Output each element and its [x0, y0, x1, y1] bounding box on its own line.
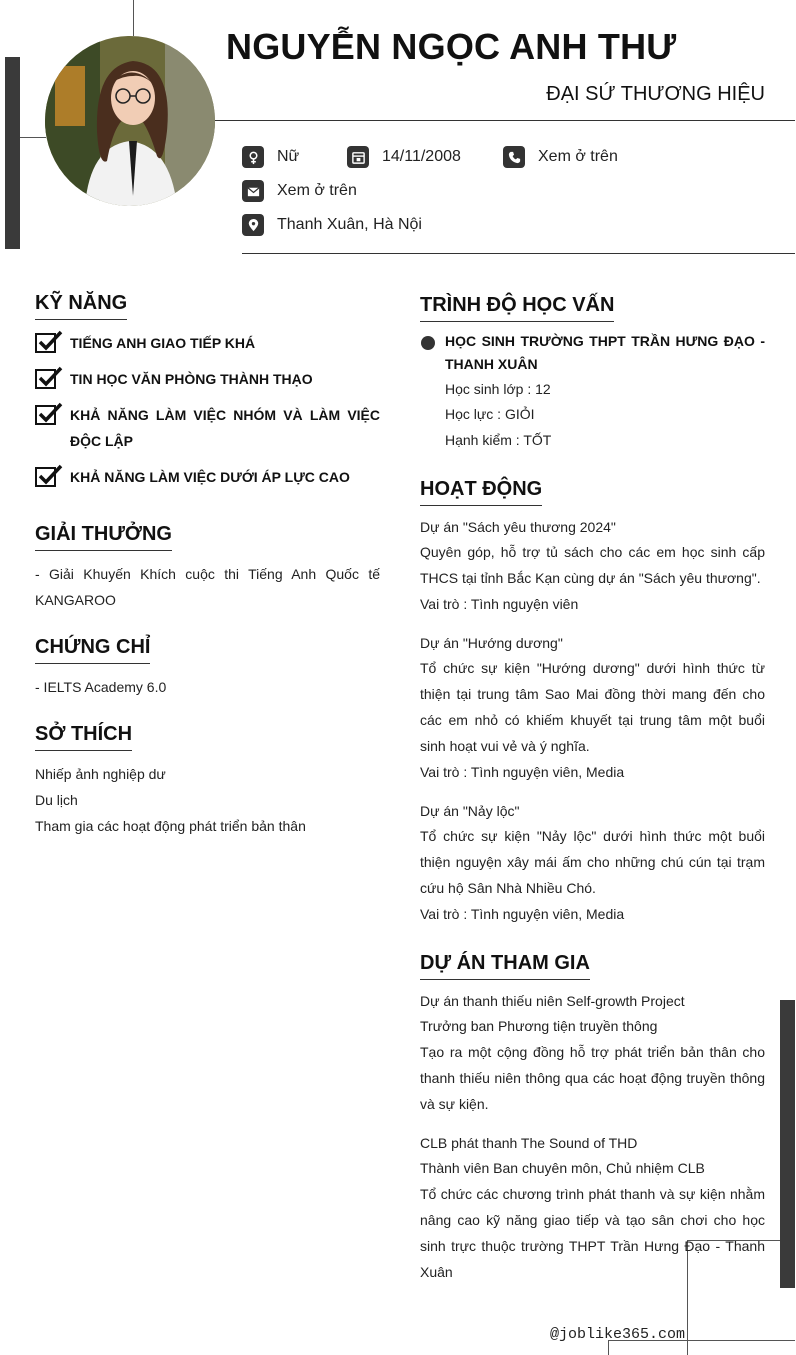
location-icon [242, 214, 264, 236]
skill-text: KHẢ NĂNG LÀM VIỆC DƯỚI ÁP LỰC CAO [70, 469, 350, 485]
project-desc: Tạo ra một cộng đồng hỗ trợ phát triển bản thân cho thanh thiếu niên thông qua các hoạt động truyền thông và sự kiện. [420, 1044, 765, 1112]
email-row [242, 180, 357, 202]
header-divider [215, 120, 795, 121]
education-detail: Học sinh lớp : 12 [445, 381, 551, 397]
checkbox-icon [35, 330, 63, 354]
project-role: Thành viên Ban chuyên môn, Chủ nhiệm CLB [420, 1160, 705, 1176]
dob-row [347, 146, 461, 168]
activity-name: Dự án "Sách yêu thương 2024" [420, 519, 616, 535]
hobby-item: Tham gia các hoạt động phát triển bản thân [35, 818, 306, 834]
skill-item [35, 464, 380, 490]
job-title: ĐẠI SỨ THƯƠNG HIỆU [546, 83, 765, 105]
right-accent-bar [780, 1000, 795, 1288]
activity-name: Dự án "Nảy lộc" [420, 803, 520, 819]
skill-item [35, 402, 380, 454]
gender-value: Nữ [277, 148, 300, 165]
activity-role: Vai trò : Tình nguyện viên, Media [420, 906, 625, 922]
email-value: Xem ở trên [277, 182, 357, 199]
address-value: Thanh Xuân, Hà Nội [277, 216, 422, 233]
project-name: CLB phát thanh The Sound of THD [420, 1135, 638, 1151]
dob-value: 14/11/2008 [382, 148, 461, 165]
hobby-item: Nhiếp ảnh nghiệp dư [35, 766, 166, 782]
awards-text: - Giải Khuyến Khích cuộc thi Tiếng Anh Quốc tế KANGAROO [35, 566, 380, 608]
skill-item [35, 366, 380, 392]
email-icon [242, 180, 264, 202]
photo-divider-left [20, 137, 46, 138]
activity-role: Vai trò : Tình nguyện viên, Media [420, 764, 625, 780]
left-accent-bar [5, 57, 20, 249]
top-divider-vertical [133, 0, 134, 36]
certificates-title: CHỨNG CHỈ [35, 636, 150, 664]
certificates-text: - IELTS Academy 6.0 [35, 679, 167, 695]
projects-title: DỰ ÁN THAM GIA [420, 952, 590, 980]
gender-row [242, 146, 299, 168]
education-detail: Hạnh kiểm : TỐT [445, 432, 552, 448]
activities-title: HOẠT ĐỘNG [420, 478, 542, 506]
project-name: Dự án thanh thiếu niên Self-growth Project [420, 993, 685, 1009]
contact-divider [242, 253, 795, 254]
phone-value: Xem ở trên [538, 148, 618, 165]
gender-icon [242, 146, 264, 168]
school-name: HỌC SINH TRƯỜNG THPT TRẦN HƯNG ĐẠO - THANH XUÂN [445, 333, 765, 372]
skills-title: KỸ NĂNG [35, 292, 127, 320]
address-row [242, 214, 422, 236]
calendar-icon [347, 146, 369, 168]
activity-name: Dự án "Hướng dương" [420, 635, 563, 651]
bullet-icon [421, 336, 435, 350]
hobby-item: Du lịch [35, 792, 78, 808]
activity-desc: Tổ chức sự kiện "Nảy lộc" dưới hình thức một buổi thiện nguyện xây mái ấm cho những chú cún tại trạm cứu hộ Sân Nhà Nhiều Chó. [420, 828, 765, 896]
skill-item [35, 330, 380, 356]
hobbies-title: SỞ THÍCH [35, 723, 132, 751]
education-title: TRÌNH ĐỘ HỌC VẤN [420, 294, 614, 322]
activity-desc: Tổ chức sự kiện "Hướng dương" dưới hình thức từ thiện tại trung tâm Sao Mai đồng thời mang đến cho các em nhỏ có khiếm khuyết tại trung tâm một buổi sinh hoạt vui vẻ và ý nghĩa. [420, 660, 765, 754]
project-role: Trưởng ban Phương tiện truyền thông [420, 1018, 658, 1034]
phone-row [503, 146, 618, 168]
checkbox-icon [35, 402, 63, 426]
checkbox-icon [35, 464, 63, 488]
education-detail: Học lực : GIỎI [445, 406, 535, 422]
activity-desc: Quyên góp, hỗ trợ tủ sách cho các em học sinh cấp THCS tại tỉnh Bắc Kạn cùng dự án "Sách yêu thương". [420, 544, 765, 586]
profile-photo [45, 36, 215, 206]
awards-title: GIẢI THƯỞNG [35, 523, 172, 551]
candidate-name: NGUYỄN NGỌC ANH THƯ [226, 26, 677, 67]
checkbox-icon [35, 366, 63, 390]
skill-text: TIN HỌC VĂN PHÒNG THÀNH THẠO [70, 371, 313, 387]
skill-text: TIẾNG ANH GIAO TIẾP KHÁ [70, 335, 256, 351]
phone-icon [503, 146, 525, 168]
activity-role: Vai trò : Tình nguyện viên [420, 596, 579, 612]
watermark: @joblike365.com [550, 1326, 686, 1343]
skill-text: KHẢ NĂNG LÀM VIỆC NHÓM VÀ LÀM VIỆC ĐỘC LẬP [70, 407, 380, 449]
project-desc: Tổ chức các chương trình phát thanh và sự kiện nhằm nâng cao kỹ năng giao tiếp và tạo sân chơi cho học sinh trực thuộc trường THPT Trần Hưng Đạo - Thanh Xuân [420, 1186, 765, 1280]
